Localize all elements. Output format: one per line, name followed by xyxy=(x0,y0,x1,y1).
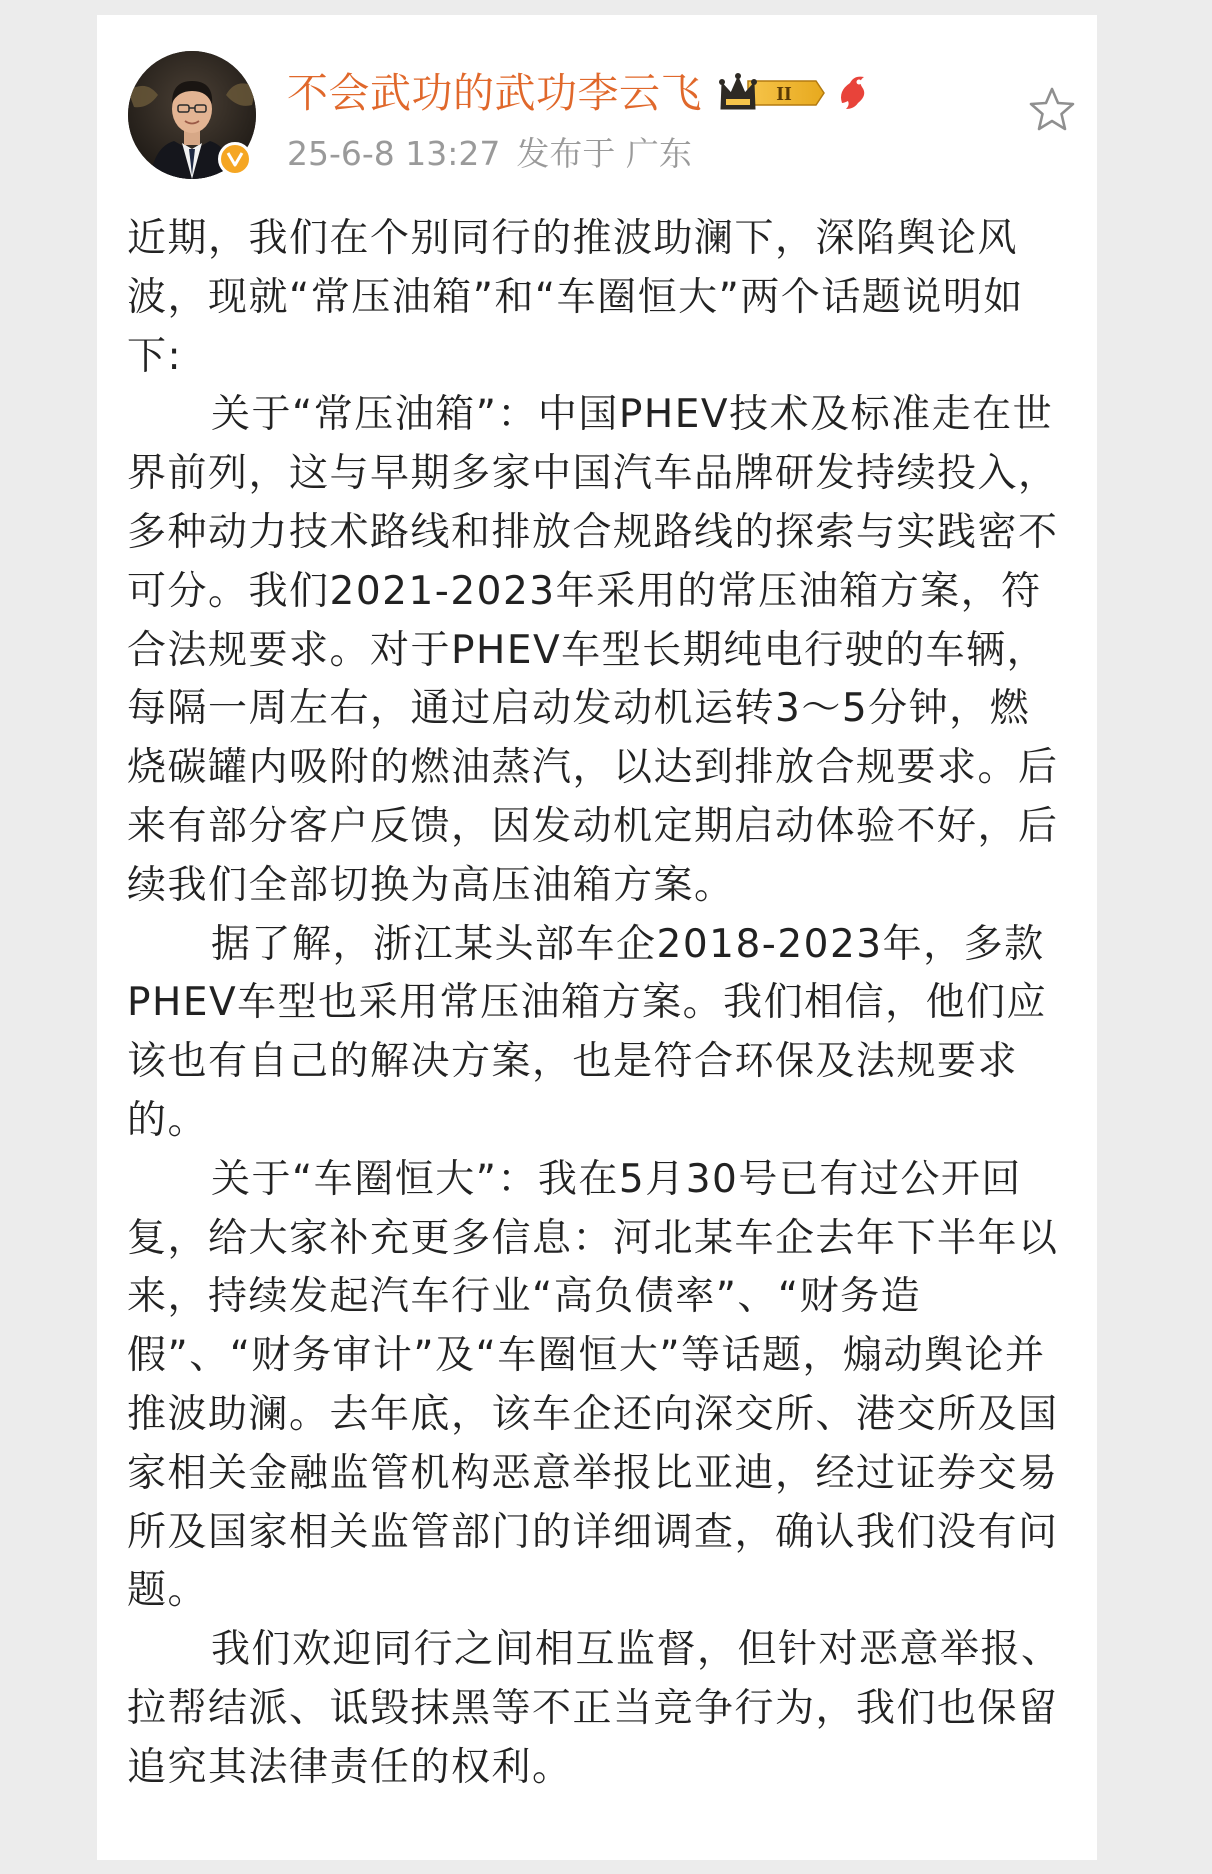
post-location: 发布于 广东 xyxy=(516,134,692,173)
fan-flame-icon[interactable] xyxy=(834,73,872,113)
post-card xyxy=(97,15,1097,1860)
post-body xyxy=(127,210,1067,1798)
author-row xyxy=(287,63,872,123)
rank-label: II xyxy=(776,83,792,105)
avatar[interactable] xyxy=(128,51,256,179)
crown-rank-badge-icon[interactable] xyxy=(718,71,826,115)
post-header xyxy=(97,15,1097,190)
star-outline-icon[interactable] xyxy=(1027,85,1077,135)
post-timestamp: 25-6-8 13:27 xyxy=(287,134,501,173)
author-name[interactable]: 不会武功的武功李云飞 xyxy=(287,69,702,117)
verified-v-icon xyxy=(218,142,252,176)
post-paragraph: 关于“常压油箱”：中国PHEV技术及标准走在世界前列，这与早期多家中国汽车品牌研发持续投入，多种动力技术路线和排放合规路线的探索与实践密不可分。我们2021-2023年采用的常压油箱方案，符合法规要求。对于PHEV车型长期纯电行驶的车辆，每隔一周左右，通过启动发动机运转3～5分钟，燃烧碳罐内吸附的燃油蒸汽，以达到排放合规要求。后来有部分客户反馈，因发动机定期启动体验不好，后续我们全部切换为高压油箱方案。 xyxy=(127,392,1059,908)
post-paragraph: 我们欢迎同行之间相互监督，但针对恶意举报、拉帮结派、诋毁抹黑等不正当竞争行为，我们也保留追究其法律责任的权利。 xyxy=(127,1627,1062,1790)
post-meta xyxy=(287,132,692,176)
post-paragraph: 关于“车圈恒大”：我在5月30号已有过公开回复，给大家补充更多信息：河北某车企去年下半年以来，持续发起汽车行业“高负债率”、“财务造假”、“财务审计”及“车圈恒大”等话题，煽动舆论并推波助澜。去年底，该车企还向深交所、港交所及国家相关金融监管机构恶意举报比亚迪，经过证券交易所及国家相关监管部门的详细调查，确认我们没有问题。 xyxy=(127,1156,1059,1614)
post-paragraph: 近期，我们在个别同行的推波助澜下，深陷舆论风波，现就“常压油箱”和“车圈恒大”两个话题说明如下: xyxy=(127,216,1024,379)
post-paragraph: 据了解，浙江某头部车企2018-2023年，多款PHEV车型也采用常压油箱方案。我们相信，他们应该也有自己的解决方案，也是符合环保及法规要求的。 xyxy=(127,921,1048,1143)
